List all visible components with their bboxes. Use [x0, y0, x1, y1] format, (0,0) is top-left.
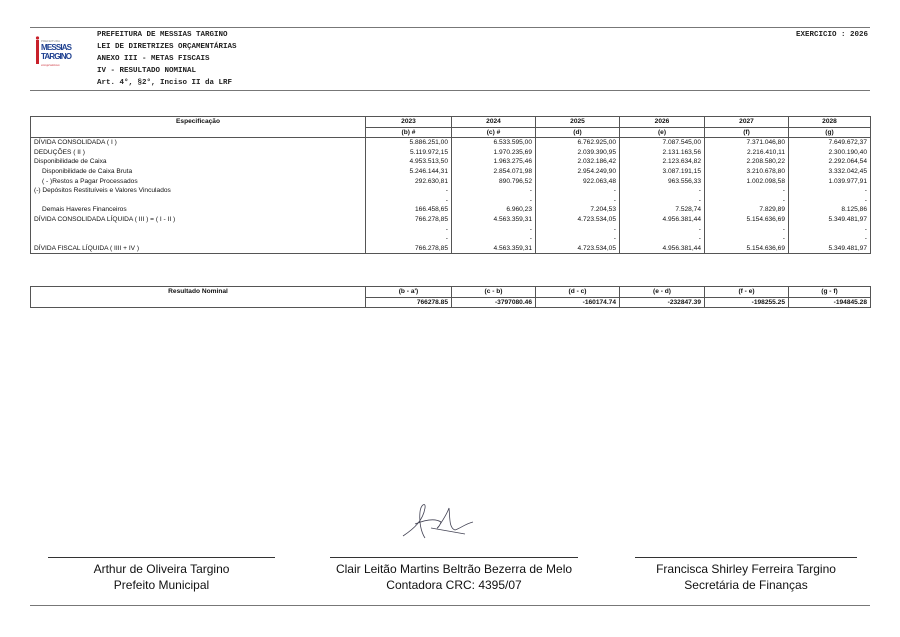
signer-role: Contadora CRC: 4395/07	[386, 578, 522, 592]
cell-value: 5.154.636,69	[705, 244, 789, 254]
cell-value: -	[452, 196, 536, 206]
cell-value: -	[789, 234, 871, 244]
year-header-row	[31, 117, 871, 128]
result-header-row	[31, 287, 871, 298]
cell-value: 4.953.513,50	[366, 157, 452, 167]
cell-value: 2.123.634,82	[620, 157, 705, 167]
result-column-header: (f - e)	[705, 287, 789, 298]
cell-value: 2.032.186,42	[536, 157, 620, 167]
cell-value: 7.371.046,80	[705, 138, 789, 148]
row-label	[31, 225, 366, 235]
cell-value: -	[620, 196, 705, 206]
footer-rule	[30, 605, 870, 606]
cell-value: -	[366, 234, 452, 244]
cell-value: -	[536, 186, 620, 196]
cell-value: 4.956.381,44	[620, 244, 705, 254]
cell-value: 7.649.672,37	[789, 138, 871, 148]
signature-mayor	[40, 561, 283, 593]
cell-value: -	[452, 225, 536, 235]
cell-value: 766.278,85	[366, 244, 452, 254]
cell-value: -	[366, 196, 452, 206]
cell-value: -	[536, 196, 620, 206]
cell-value: 6.762.925,00	[536, 138, 620, 148]
cell-value: -	[536, 234, 620, 244]
cell-value: -	[705, 186, 789, 196]
exercicio-label: EXERCICIO : 2026	[795, 31, 868, 39]
column-code: (f)	[705, 127, 789, 138]
header-bottom-rule	[30, 90, 870, 91]
signature-finance-secretary	[620, 561, 872, 593]
table-row	[31, 234, 871, 244]
column-code: (b) #	[366, 127, 452, 138]
svg-text:MESSIAS: MESSIAS	[41, 43, 72, 52]
row-label: Demais Haveres Financeiros	[31, 205, 366, 215]
signer-role: Prefeito Municipal	[113, 578, 210, 592]
table-row	[31, 167, 871, 177]
row-label: DEDUÇÕES ( II )	[31, 148, 366, 158]
header-section: IV - RESULTADO NOMINAL	[97, 67, 197, 75]
table-row	[31, 225, 871, 235]
cell-value: 5.119.972,15	[366, 148, 452, 158]
header-top-rule	[30, 27, 870, 28]
signer-name: Arthur de Oliveira Targino	[93, 562, 230, 576]
header-org: PREFEITURA DE MESSIAS TARGINO	[97, 31, 228, 39]
signature-image	[395, 498, 480, 546]
cell-value: 922.063,48	[536, 177, 620, 187]
cell-value: -	[789, 186, 871, 196]
cell-value: -	[620, 225, 705, 235]
result-column-header: (d - c)	[536, 287, 620, 298]
table-row	[31, 138, 871, 148]
header-article: Art. 4°, §2°, Inciso II da LRF	[97, 79, 233, 87]
fiscal-table	[30, 116, 871, 254]
column-code: (d)	[536, 127, 620, 138]
cell-value: 5.886.251,00	[366, 138, 452, 148]
cell-value: 4.956.381,44	[620, 215, 705, 225]
result-column-header: (c - b)	[452, 287, 536, 298]
cell-value: 2.208.580,22	[705, 157, 789, 167]
svg-text:compromisso: compromisso	[41, 63, 60, 67]
cell-value: 5.154.636,69	[705, 215, 789, 225]
year-header: 2023	[366, 117, 452, 128]
row-label: DÍVIDA CONSOLIDADA ( I )	[31, 138, 366, 148]
cell-value: 2.131.163,56	[620, 148, 705, 158]
cell-value: -	[452, 234, 536, 244]
cell-value: 4.723.534,05	[536, 215, 620, 225]
cell-value: 4.563.359,31	[452, 244, 536, 254]
cell-value: 766.278,85	[366, 215, 452, 225]
cell-value: 2.039.390,95	[536, 148, 620, 158]
result-column-header: (e - d)	[620, 287, 705, 298]
cell-value: 2.300.190,40	[789, 148, 871, 158]
year-header: 2026	[620, 117, 705, 128]
cell-value: 6.960,23	[452, 205, 536, 215]
cell-value: 3.332.042,45	[789, 167, 871, 177]
column-code: (c) #	[452, 127, 536, 138]
year-header: 2027	[705, 117, 789, 128]
signature-line-2	[330, 557, 578, 558]
table-row	[31, 196, 871, 206]
cell-value: 4.563.359,31	[452, 215, 536, 225]
row-label	[31, 234, 366, 244]
year-header: 2024	[452, 117, 536, 128]
cell-value: -	[705, 225, 789, 235]
row-label: (-) Depósitos Restituíveis e Valores Vinculados	[31, 186, 366, 196]
cell-value: -	[620, 186, 705, 196]
cell-value: -	[789, 225, 871, 235]
municipality-logo	[33, 36, 73, 70]
cell-value: 7.087.545,00	[620, 138, 705, 148]
cell-value: 6.533.595,00	[452, 138, 536, 148]
cell-value: -	[705, 234, 789, 244]
row-label: Disponibilidade de Caixa	[31, 157, 366, 167]
result-value: -3797080.46	[452, 297, 536, 308]
cell-value: 1.039.977,91	[789, 177, 871, 187]
year-header: 2025	[536, 117, 620, 128]
table-row	[31, 244, 871, 254]
cell-value: -	[705, 196, 789, 206]
cell-value: -	[536, 225, 620, 235]
cell-value: 7.204,53	[536, 205, 620, 215]
column-code: (e)	[620, 127, 705, 138]
signature-accountant	[314, 561, 594, 593]
result-value: -198255.25	[705, 297, 789, 308]
cell-value: -	[452, 186, 536, 196]
spec-header: Especificação	[31, 117, 366, 138]
cell-value: -	[366, 186, 452, 196]
cell-value: 3.210.678,80	[705, 167, 789, 177]
table-row	[31, 177, 871, 187]
cell-value: 7.829,89	[705, 205, 789, 215]
row-label: DÍVIDA FISCAL LÍQUIDA ( IIII + IV )	[31, 244, 366, 254]
table-row	[31, 148, 871, 158]
cell-value: -	[366, 225, 452, 235]
cell-value: 5.349.481,97	[789, 244, 871, 254]
cell-value: 4.723.534,05	[536, 244, 620, 254]
signer-role: Secretária de Finanças	[684, 578, 808, 592]
cell-value: -	[620, 234, 705, 244]
result-value: -160174.74	[536, 297, 620, 308]
row-label: ( - )Restos a Pagar Processados	[31, 177, 366, 187]
result-column-header: (b - a')	[366, 287, 452, 298]
result-label: Resultado Nominal	[31, 287, 366, 308]
cell-value: 1.963.275,46	[452, 157, 536, 167]
signer-name: Francisca Shirley Ferreira Targino	[656, 562, 836, 576]
table-row	[31, 186, 871, 196]
cell-value: 3.087.191,15	[620, 167, 705, 177]
signature-line-1	[48, 557, 275, 558]
cell-value: 2.854.071,98	[452, 167, 536, 177]
result-value: 766278.85	[366, 297, 452, 308]
cell-value: -	[789, 196, 871, 206]
cell-value: 166.458,65	[366, 205, 452, 215]
cell-value: 2.292.064,54	[789, 157, 871, 167]
cell-value: 890.796,52	[452, 177, 536, 187]
cell-value: 1.002.098,58	[705, 177, 789, 187]
signature-line-3	[635, 557, 857, 558]
table-row	[31, 215, 871, 225]
result-value: -194845.28	[789, 297, 871, 308]
cell-value: 7.528,74	[620, 205, 705, 215]
header-annex: ANEXO III - METAS FISCAIS	[97, 55, 210, 63]
cell-value: 5.349.481,97	[789, 215, 871, 225]
svg-text:TARGINO: TARGINO	[41, 52, 72, 61]
year-header: 2028	[789, 117, 871, 128]
header-law: LEI DE DIRETRIZES ORÇAMENTÁRIAS	[97, 43, 237, 51]
cell-value: 1.970.235,69	[452, 148, 536, 158]
cell-value: 963.556,33	[620, 177, 705, 187]
result-table	[30, 286, 871, 308]
signer-name: Clair Leitão Martins Beltrão Bezerra de Melo	[335, 562, 573, 576]
row-label: Disponibilidade de Caixa Bruta	[31, 167, 366, 177]
table-row	[31, 205, 871, 215]
cell-value: 2.216.410,11	[705, 148, 789, 158]
cell-value: 292.630,81	[366, 177, 452, 187]
row-label	[31, 196, 366, 206]
result-column-header: (g - f)	[789, 287, 871, 298]
cell-value: 8.125,86	[789, 205, 871, 215]
column-code: (g)	[789, 127, 871, 138]
result-value: -232847.39	[620, 297, 705, 308]
table-row	[31, 157, 871, 167]
svg-text:PREFEITURA: PREFEITURA	[41, 39, 61, 43]
cell-value: 5.246.144,31	[366, 167, 452, 177]
row-label: DÍVIDA CONSOLIDADA LÍQUIDA ( III ) = ( I - II )	[31, 215, 366, 225]
cell-value: 2.954.249,90	[536, 167, 620, 177]
